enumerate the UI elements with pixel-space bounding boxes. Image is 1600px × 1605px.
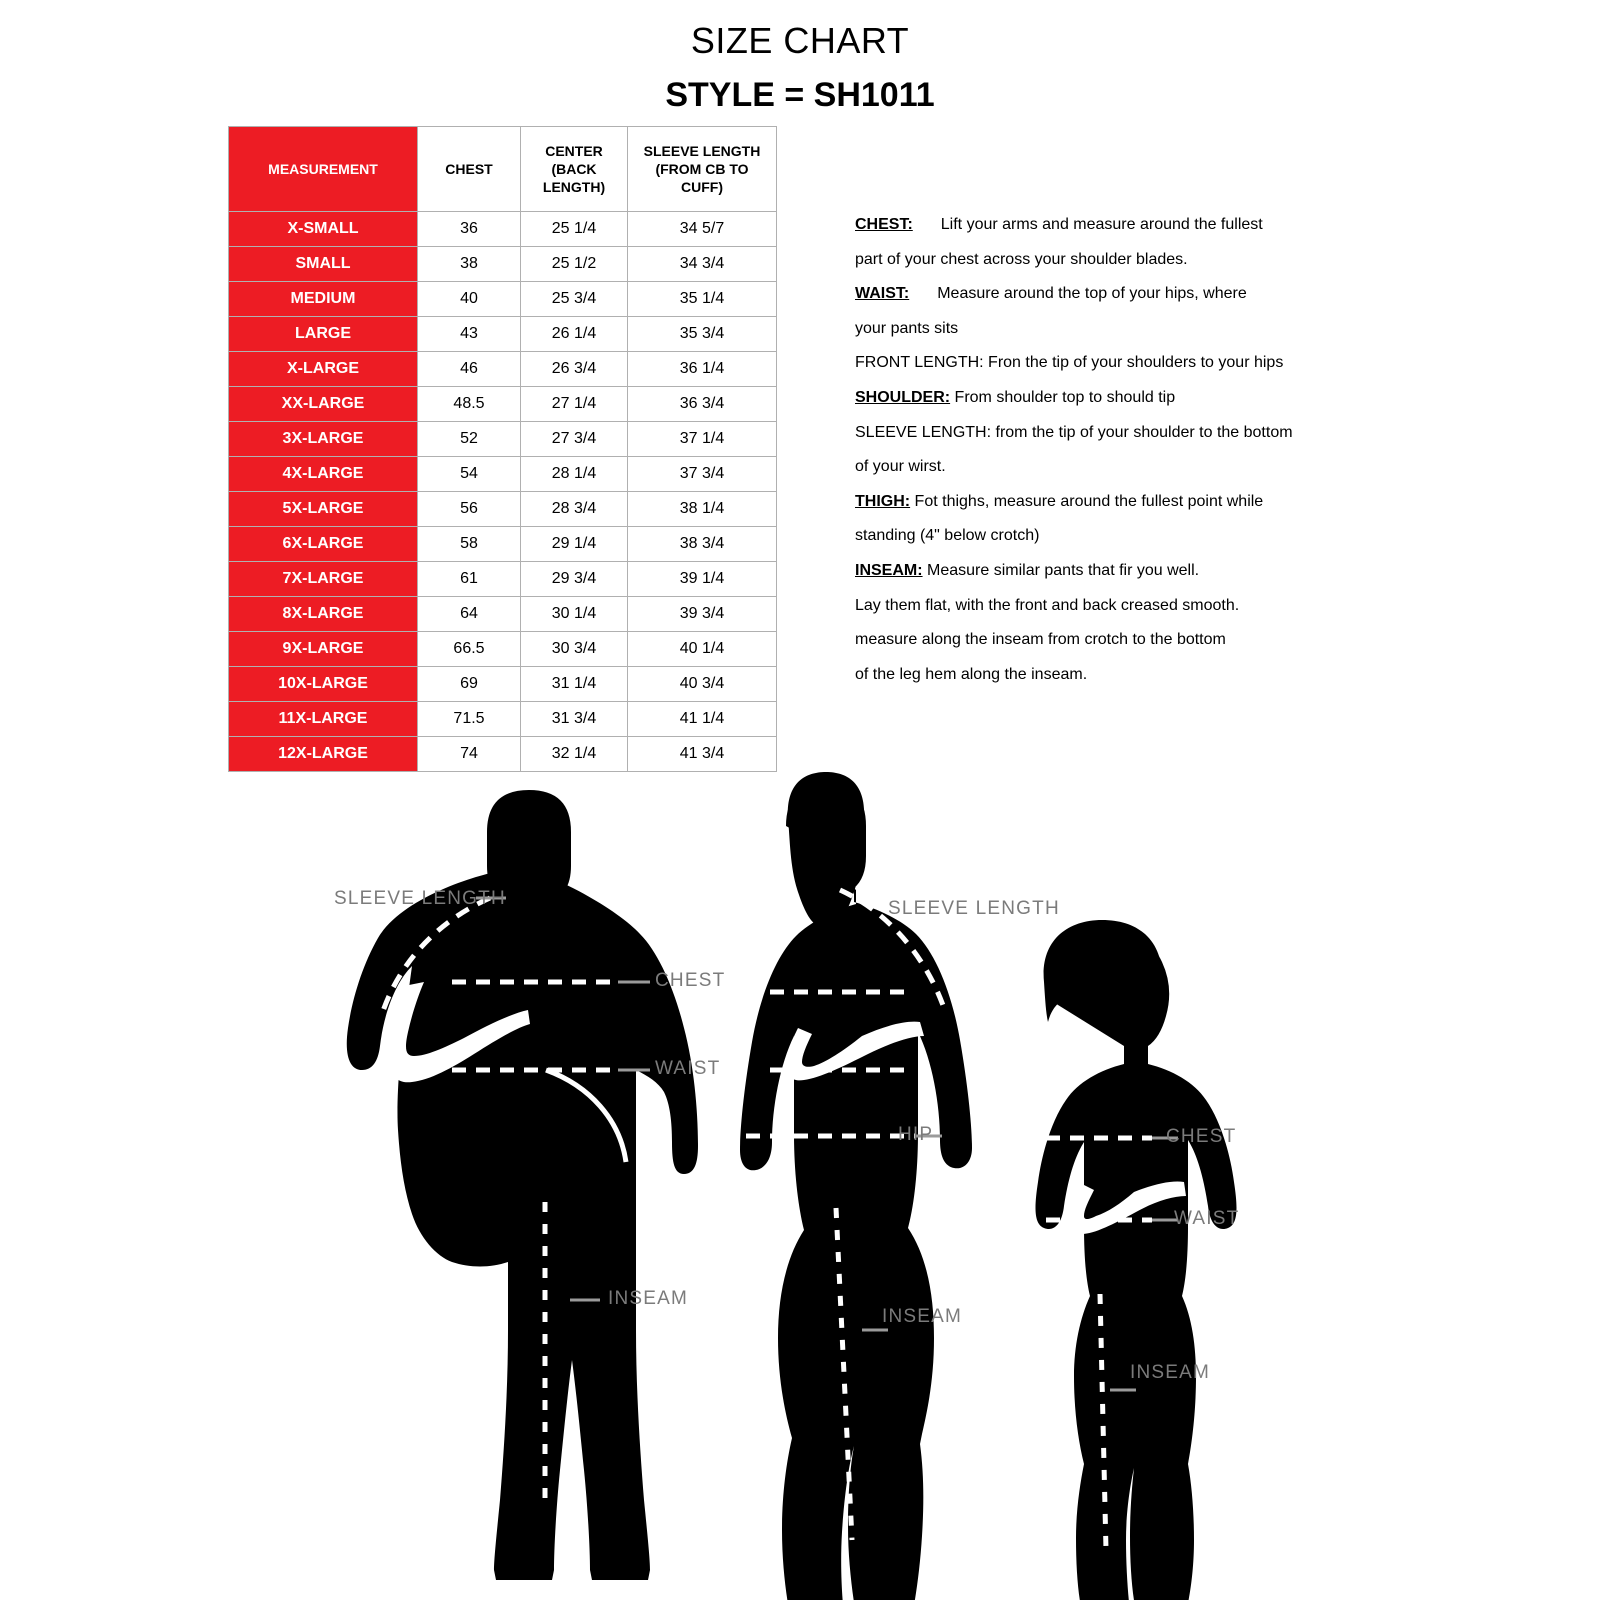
cell-size: 7X-LARGE <box>229 562 418 597</box>
cell-size: LARGE <box>229 317 418 352</box>
cell-center-back-length: 26 1/4 <box>521 317 628 352</box>
cell-center-back-length: 29 3/4 <box>521 562 628 597</box>
table-row <box>229 317 777 352</box>
column-header-center-line2: (BACK <box>551 161 597 177</box>
column-header-chest: CHEST <box>418 127 521 212</box>
style-code: STYLE = SH1011 <box>665 76 935 114</box>
table-row <box>229 562 777 597</box>
cell-chest: 69 <box>418 667 521 702</box>
instruction-text: part of your chest across your shoulder blades. <box>855 250 1188 268</box>
column-header-sleeve-line1: SLEEVE LENGTH <box>643 143 761 159</box>
cell-chest: 66.5 <box>418 632 521 667</box>
cell-sleeve-length: 35 1/4 <box>628 282 777 317</box>
instruction-line <box>855 208 1495 243</box>
instruction-line <box>855 589 1495 624</box>
cell-center-back-length: 25 3/4 <box>521 282 628 317</box>
child-silhouette <box>1036 920 1240 1600</box>
cell-chest: 64 <box>418 597 521 632</box>
column-header-measurement: MEASUREMENT <box>229 127 418 212</box>
cell-sleeve-length: 37 1/4 <box>628 422 777 457</box>
instruction-line <box>855 243 1495 278</box>
instruction-text: From shoulder top to should tip <box>950 388 1176 406</box>
instruction-text: Lay them flat, with the front and back creased smooth. <box>855 596 1240 614</box>
measurement-figures <box>0 770 1600 1600</box>
woman-silhouette <box>740 772 972 1600</box>
instruction-text: Lift your arms and measure around the fullest <box>940 216 1263 233</box>
cell-center-back-length: 30 3/4 <box>521 632 628 667</box>
table-header-row <box>229 127 777 212</box>
cell-sleeve-length: 40 3/4 <box>628 667 777 702</box>
instruction-line <box>855 623 1495 658</box>
cell-size: 6X-LARGE <box>229 527 418 562</box>
cell-chest: 38 <box>418 247 521 282</box>
table-row <box>229 422 777 457</box>
man-sleeve-length-label: SLEEVE LENGTH <box>334 888 506 909</box>
instruction-label: SLEEVE LENGTH: <box>855 423 992 441</box>
cell-center-back-length: 28 3/4 <box>521 492 628 527</box>
cell-sleeve-length: 36 1/4 <box>628 352 777 387</box>
cell-center-back-length: 25 1/4 <box>521 212 628 247</box>
cell-sleeve-length: 34 5/7 <box>628 212 777 247</box>
silhouettes-svg <box>0 770 1600 1600</box>
table-row <box>229 212 777 247</box>
instruction-text: of the leg hem along the inseam. <box>855 665 1088 683</box>
woman-sleeve-length-label: SLEEVE LENGTH <box>888 898 1060 919</box>
instruction-text: measure along the inseam from crotch to the bottom <box>855 631 1226 649</box>
instruction-line <box>855 450 1495 485</box>
instruction-label: FRONT LENGTH: <box>855 354 984 372</box>
table-row <box>229 247 777 282</box>
cell-center-back-length: 29 1/4 <box>521 527 628 562</box>
cell-size: 12X-LARGE <box>229 737 418 772</box>
cell-center-back-length: 31 3/4 <box>521 702 628 737</box>
cell-chest: 71.5 <box>418 702 521 737</box>
cell-size: 3X-LARGE <box>229 422 418 457</box>
instruction-label: CHEST: <box>855 216 913 233</box>
table-row <box>229 702 777 737</box>
cell-center-back-length: 27 1/4 <box>521 387 628 422</box>
cell-chest: 52 <box>418 422 521 457</box>
cell-chest: 56 <box>418 492 521 527</box>
instruction-label: WAIST: <box>855 285 910 303</box>
instruction-text: Measure similar pants that fir you well. <box>922 561 1200 579</box>
instruction-text: Fot thighs, measure around the fullest point while <box>910 492 1264 510</box>
cell-size: 11X-LARGE <box>229 702 418 737</box>
instruction-line <box>855 416 1495 451</box>
cell-size: 8X-LARGE <box>229 597 418 632</box>
column-header-sleeve-line3: CUFF) <box>681 179 723 195</box>
table-row <box>229 282 777 317</box>
cell-chest: 61 <box>418 562 521 597</box>
instruction-line <box>855 346 1495 381</box>
cell-chest: 36 <box>418 212 521 247</box>
table-row <box>229 527 777 562</box>
cell-sleeve-length: 38 3/4 <box>628 527 777 562</box>
woman-inseam-label: INSEAM <box>882 1306 963 1327</box>
cell-chest: 40 <box>418 282 521 317</box>
column-header-sleeve-length <box>628 127 777 212</box>
table-row <box>229 737 777 772</box>
cell-size: 4X-LARGE <box>229 457 418 492</box>
woman-hip-label: HIP <box>898 1124 934 1145</box>
cell-center-back-length: 31 1/4 <box>521 667 628 702</box>
cell-size: 10X-LARGE <box>229 667 418 702</box>
instruction-text: standing (4" below crotch) <box>855 527 1040 545</box>
cell-center-back-length: 30 1/4 <box>521 597 628 632</box>
child-waist-label: WAIST <box>1174 1208 1240 1229</box>
instruction-text: Measure around the top of your hips, where <box>937 285 1247 303</box>
table-row <box>229 492 777 527</box>
instruction-line <box>855 381 1495 416</box>
instruction-line <box>855 485 1495 520</box>
column-header-center-back-length <box>521 127 628 212</box>
table-row <box>229 632 777 667</box>
child-chest-label: CHEST <box>1166 1126 1237 1147</box>
cell-size: 5X-LARGE <box>229 492 418 527</box>
cell-center-back-length: 26 3/4 <box>521 352 628 387</box>
cell-sleeve-length: 40 1/4 <box>628 632 777 667</box>
instruction-label: THIGH: <box>855 492 911 510</box>
cell-sleeve-length: 39 3/4 <box>628 597 777 632</box>
cell-chest: 74 <box>418 737 521 772</box>
table-header <box>229 127 777 212</box>
cell-size: X-LARGE <box>229 352 418 387</box>
cell-chest: 46 <box>418 352 521 387</box>
table-row <box>229 667 777 702</box>
cell-sleeve-length: 34 3/4 <box>628 247 777 282</box>
cell-sleeve-length: 38 1/4 <box>628 492 777 527</box>
instruction-text: Fron the tip of your shoulders to your hips <box>983 354 1284 372</box>
page-title-block <box>0 18 1600 118</box>
cell-chest: 58 <box>418 527 521 562</box>
cell-size: XX-LARGE <box>229 387 418 422</box>
cell-size: MEDIUM <box>229 282 418 317</box>
instruction-text: of your wirst. <box>855 458 946 476</box>
cell-chest: 48.5 <box>418 387 521 422</box>
cell-chest: 54 <box>418 457 521 492</box>
table-row <box>229 387 777 422</box>
cell-chest: 43 <box>418 317 521 352</box>
man-chest-label: CHEST <box>655 970 726 991</box>
instruction-line <box>855 277 1495 312</box>
cell-center-back-length: 27 3/4 <box>521 422 628 457</box>
instruction-label: SHOULDER: <box>855 388 951 406</box>
size-chart-table <box>228 126 777 772</box>
instruction-label: INSEAM: <box>855 561 923 579</box>
instruction-text: your pants sits <box>855 319 959 337</box>
table-body <box>229 212 777 772</box>
man-inseam-label: INSEAM <box>608 1288 689 1309</box>
column-header-center-line1: CENTER <box>545 143 603 159</box>
instruction-line <box>855 554 1495 589</box>
measuring-instructions <box>855 208 1495 692</box>
cell-size: SMALL <box>229 247 418 282</box>
cell-sleeve-length: 37 3/4 <box>628 457 777 492</box>
cell-size: X-SMALL <box>229 212 418 247</box>
cell-sleeve-length: 35 3/4 <box>628 317 777 352</box>
cell-sleeve-length: 39 1/4 <box>628 562 777 597</box>
column-header-center-line3: LENGTH) <box>542 179 606 195</box>
instruction-line <box>855 312 1495 347</box>
cell-center-back-length: 32 1/4 <box>521 737 628 772</box>
child-inseam-label: INSEAM <box>1130 1362 1211 1383</box>
table-row <box>229 352 777 387</box>
man-waist-label: WAIST <box>655 1058 721 1079</box>
table-row <box>229 597 777 632</box>
instruction-line <box>855 658 1495 693</box>
cell-size: 9X-LARGE <box>229 632 418 667</box>
cell-center-back-length: 28 1/4 <box>521 457 628 492</box>
cell-sleeve-length: 36 3/4 <box>628 387 777 422</box>
column-header-sleeve-line2: (FROM CB TO <box>655 161 749 177</box>
cell-center-back-length: 25 1/2 <box>521 247 628 282</box>
instruction-line <box>855 519 1495 554</box>
cell-sleeve-length: 41 1/4 <box>628 702 777 737</box>
cell-sleeve-length: 41 3/4 <box>628 737 777 772</box>
table-row <box>229 457 777 492</box>
page-title: SIZE CHART <box>690 20 910 61</box>
instruction-text: from the tip of your shoulder to the bottom <box>991 423 1293 441</box>
